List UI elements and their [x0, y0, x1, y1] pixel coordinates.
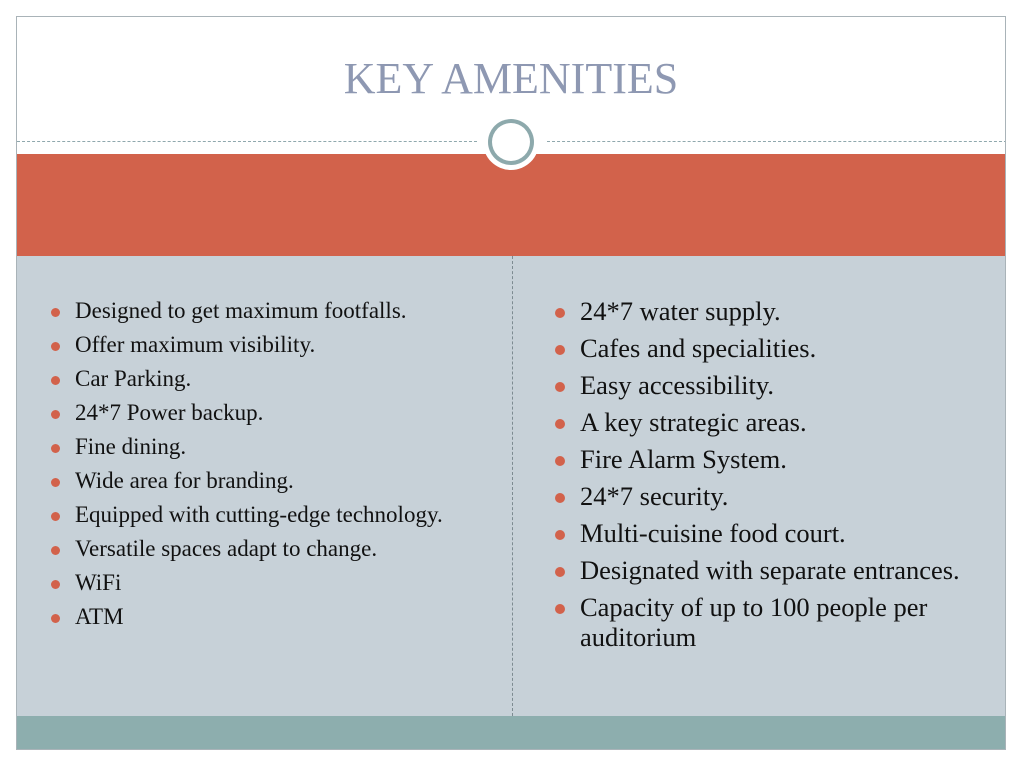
- footer-band: [17, 716, 1005, 750]
- bullet-dot-icon: [51, 444, 60, 453]
- bullet-dot-icon: [51, 376, 60, 385]
- list-item-text: Wide area for branding.: [75, 468, 294, 493]
- list-item: [553, 444, 973, 474]
- bullet-dot-icon: [555, 604, 565, 614]
- list-item: [553, 481, 973, 511]
- bullet-dot-icon: [555, 308, 565, 318]
- list-item: [553, 296, 973, 326]
- slide-title: KEY AMENITIES: [343, 54, 679, 103]
- list-item-text: Fine dining.: [75, 434, 187, 459]
- right-bullet-list: [553, 296, 973, 659]
- title-divider-left: [17, 141, 477, 142]
- list-item-text: Multi-cuisine food court.: [580, 518, 846, 548]
- list-item-text: Easy accessibility.: [580, 370, 775, 400]
- list-item: [49, 535, 469, 562]
- bullet-dot-icon: [555, 382, 565, 392]
- list-item-text: Versatile spaces adapt to change.: [75, 536, 378, 561]
- list-item-text: Capacity of up to 100 people per auditorium: [580, 592, 928, 652]
- bullet-dot-icon: [555, 456, 565, 466]
- bullet-dot-icon: [51, 512, 60, 521]
- bullet-dot-icon: [555, 530, 565, 540]
- list-item: [49, 365, 469, 392]
- list-item-text: Car Parking.: [75, 366, 192, 391]
- list-item-text: Equipped with cutting-edge technology.: [75, 502, 443, 527]
- bullet-dot-icon: [555, 419, 565, 429]
- list-item-text: 24*7 water supply.: [580, 296, 781, 326]
- bullet-dot-icon: [51, 410, 60, 419]
- bullet-dot-icon: [555, 567, 565, 577]
- list-item: [553, 333, 973, 363]
- list-item-text: 24*7 Power backup.: [75, 400, 264, 425]
- list-item: [49, 331, 469, 358]
- bullet-dot-icon: [555, 493, 565, 503]
- list-item: [49, 399, 469, 426]
- bullet-dot-icon: [51, 478, 60, 487]
- list-item-text: Fire Alarm System.: [580, 444, 787, 474]
- list-item-text: Designed to get maximum footfalls.: [75, 298, 407, 323]
- bullet-dot-icon: [51, 342, 60, 351]
- title-divider-right: [547, 141, 1006, 142]
- bullet-dot-icon: [51, 308, 60, 317]
- list-item: [553, 592, 973, 652]
- list-item: [49, 467, 469, 494]
- bullet-dot-icon: [51, 580, 60, 589]
- list-item: [553, 555, 973, 585]
- list-item: [49, 501, 469, 528]
- bullet-dot-icon: [555, 345, 565, 355]
- column-divider: [512, 256, 513, 716]
- slide: [16, 16, 1006, 750]
- list-item-text: Offer maximum visibility.: [75, 332, 316, 357]
- circle-ornament-ring: [488, 119, 534, 165]
- left-bullet-list: [49, 297, 469, 637]
- list-item: [553, 407, 973, 437]
- circle-ornament-center: [492, 123, 530, 161]
- list-item: [49, 297, 469, 324]
- list-item: [49, 569, 469, 596]
- list-item: [553, 370, 973, 400]
- list-item: [49, 433, 469, 460]
- list-item-text: A key strategic areas.: [580, 407, 807, 437]
- list-item-text: ATM: [75, 604, 124, 629]
- list-item-text: WiFi: [75, 570, 122, 595]
- list-item-text: 24*7 security.: [580, 481, 729, 511]
- list-item-text: Designated with separate entrances.: [580, 555, 960, 585]
- list-item: [49, 603, 469, 630]
- list-item-text: Cafes and specialities.: [580, 333, 817, 363]
- list-item: [553, 518, 973, 548]
- circle-ornament-icon: [483, 114, 539, 170]
- content-area: [17, 256, 1005, 716]
- bullet-dot-icon: [51, 614, 60, 623]
- bullet-dot-icon: [51, 546, 60, 555]
